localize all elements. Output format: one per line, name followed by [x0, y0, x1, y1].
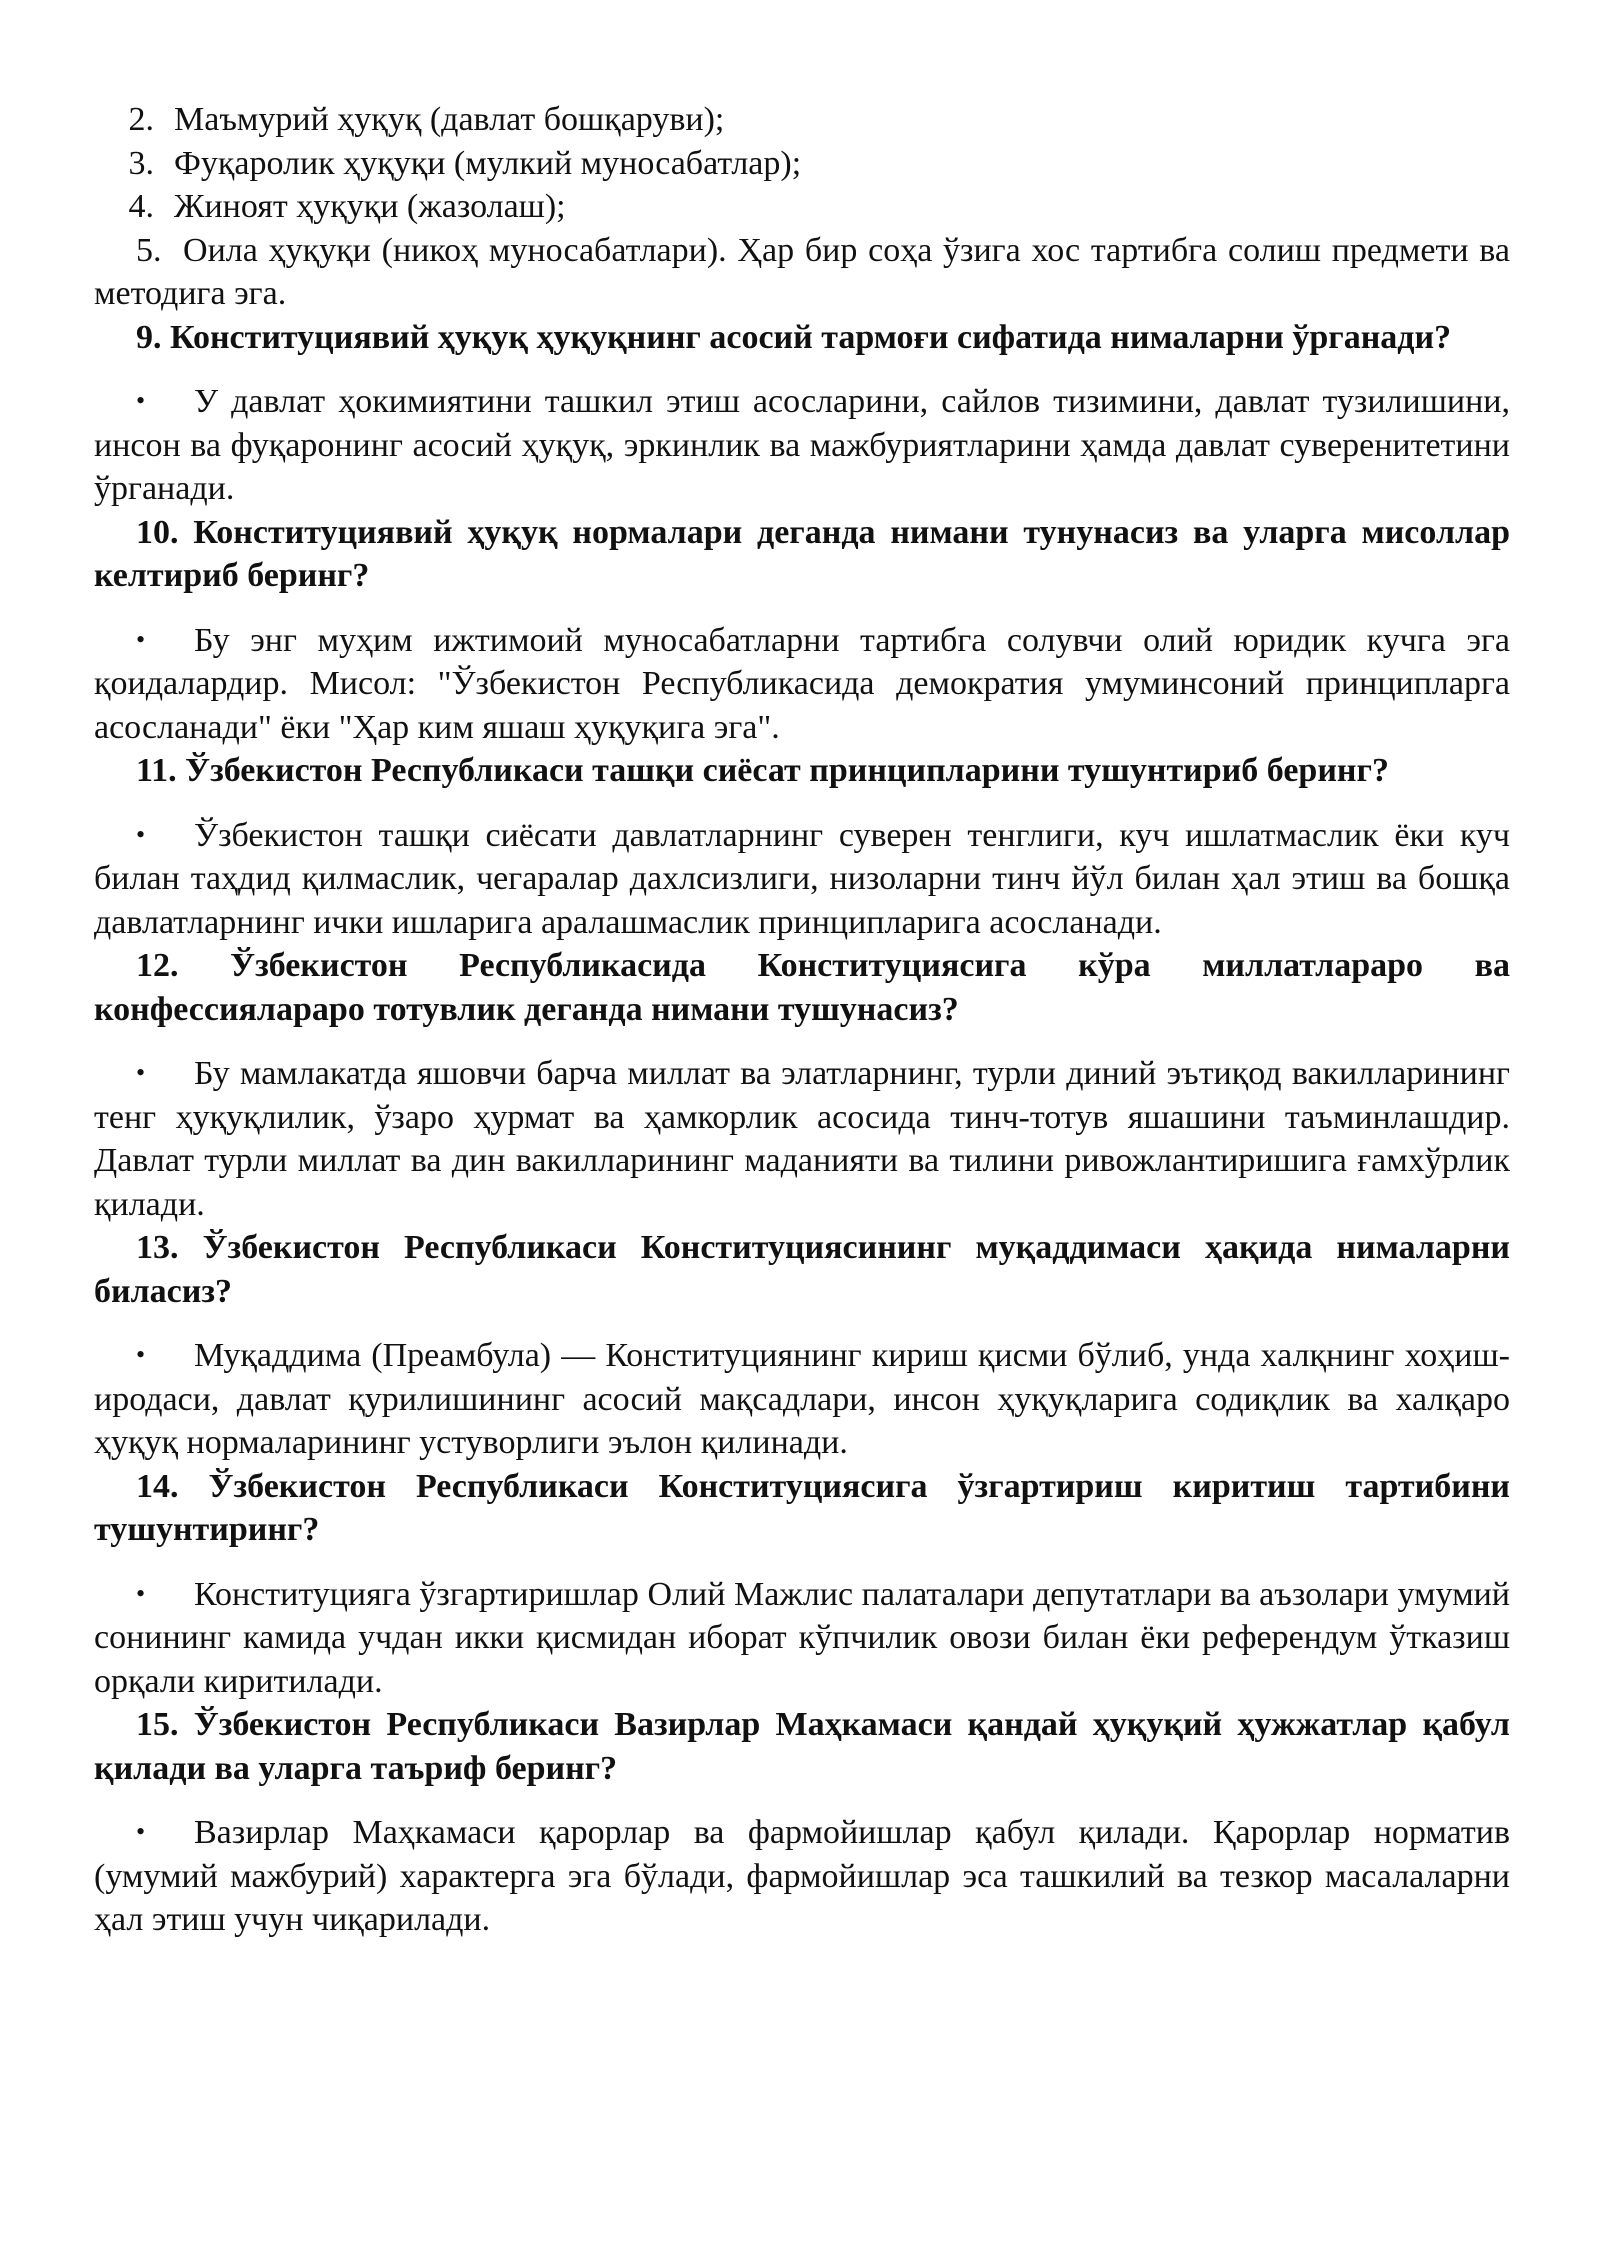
qa-block: [94, 511, 1510, 750]
list-item-number: 5.: [136, 231, 162, 269]
answer-text: Вазирлар Маҳкамаси қарорлар ва фармойишлар қабул қилади. Қарорлар норматив (умумий мажбурий) характерга эга бўлади, фармойишлар эса ташкилий ва тезкор масалаларни ҳал этиш учун чиқарилади.: [94, 1814, 1510, 1938]
question-number: 12.: [136, 947, 179, 984]
answer-text: Бу энг муҳим ижтимоий муносабатларни тартибга солувчи олий юридик кучга эга қоидалардир. Мисол: "Ўзбекистон Республикасида демократия умуминсоний принципларга асосланади" ёки "Ҳар ким яшаш ҳуқуқига эга".: [94, 621, 1510, 746]
question-text: Ўзбекистон Республикаси ташқи сиёсат принципларини тушунтириб беринг?: [185, 752, 1389, 789]
answer-text: Муқаддима (Преамбула) — Конституциянинг кириш қисми бўлиб, унда халқнинг хоҳиш-иродаси, давлат қурилишининг асосий мақсадлари, инсон ҳуқуқларига содиқлик ва халқаро ҳуқуқ нормаларининг устуворлиги эълон қилинади.: [94, 1337, 1510, 1461]
list-item-number: 3.: [128, 144, 154, 182]
answer-paragraph: [94, 813, 1510, 945]
qa-block: [94, 944, 1510, 1226]
answer-text: Бу мамлакатда яшовчи барча миллат ва элатларнинг, турли диний эътиқод вакилларининг тенг ҳуқуқлилик, ўзаро ҳурмат ва ҳамкорлик асосида тинч-тотув яшашини таъминлашдир. Давлат турли миллат ва дин вакилларининг маданияти ва тилини ривожлантиришига ғамхўрлик қилади.: [94, 1055, 1510, 1223]
list-item: [94, 229, 1510, 316]
bullet-icon: [136, 1333, 194, 1378]
answer-paragraph: [94, 618, 1510, 750]
qa-block: [94, 749, 1510, 944]
question-heading: [94, 1703, 1510, 1790]
question-number: 9.: [136, 318, 162, 356]
list-item-number: 4.: [128, 188, 154, 225]
question-heading: [94, 511, 1510, 598]
question-text: Ўзбекистон Республикаси Конституциясига ўзгартириш киритиш тартибини тушунтиринг?: [94, 1467, 1510, 1548]
question-number: 13.: [136, 1229, 179, 1266]
question-text: Конституциявий ҳуқуқ нормалари деганда нимани тунунасиз ва уларга мисоллар келтириб беринг?: [94, 513, 1511, 594]
qa-block: [94, 1703, 1510, 1942]
bullet-icon: [136, 379, 194, 424]
question-heading: [94, 1226, 1510, 1313]
answer-text: Ўзбекистон ташқи сиёсати давлатларнинг суверен тенглиги, куч ишлатмаслик ёки куч билан таҳдид қилмаслик, чегаралар дахлсизлиги, низоларни тинч йўл билан ҳал этиш ва бошқа давлатларнинг ички ишларига аралашмаслик принципларига асосланади.: [94, 816, 1510, 941]
document-content: [94, 98, 1510, 1942]
question-text: Конституциявий ҳуқуқ ҳуқуқнинг асосий тармоғи сифатида нималарни ўрганади?: [170, 318, 1452, 356]
answer-paragraph: [94, 1051, 1510, 1226]
qa-block: [94, 1465, 1510, 1704]
qa-block: [94, 316, 1510, 511]
bullet-icon: [136, 618, 194, 663]
list-item-text: Маъмурий ҳуқуқ (давлат бошқаруви);: [174, 101, 725, 138]
bullet-icon: [136, 1051, 194, 1096]
question-text: Ўзбекистон Республикасида Конституциясига кўра миллатлараро ва конфессиялараро тотувлик деганда нимани тушунасиз?: [94, 947, 1511, 1028]
bullet-icon: [136, 1810, 194, 1855]
bullet-icon: [136, 813, 194, 858]
answer-paragraph: [94, 379, 1510, 511]
question-number: 14.: [136, 1467, 179, 1505]
list-item-text: Фуқаролик ҳуқуқи (мулкий муносабатлар);: [174, 144, 802, 182]
question-heading: [94, 944, 1510, 1031]
question-number: 15.: [136, 1706, 179, 1743]
question-heading: [94, 316, 1510, 360]
list-item-text: Жиноят ҳуқуқи (жазолаш);: [174, 188, 566, 225]
question-heading: [94, 749, 1510, 793]
list-item-text: Оила ҳуқуқи (никоҳ муносабатлари). Ҳар бир соҳа ўзига хос тартибга солиш предмети ва методига эга.: [94, 231, 1511, 312]
answer-paragraph: [94, 1572, 1510, 1704]
question-text: Ўзбекистон Республикаси Конституциясининг муқаддимаси ҳақида нималарни биласиз?: [94, 1229, 1510, 1310]
answer-text: Конституцияга ўзгартиришлар Олий Мажлис палаталари депутатлари ва аъзолари умумий сонининг камида учдан икки қисмидан иборат кўпчилик овози билан ёки референдум ўтказиш орқали киритилади.: [94, 1575, 1510, 1700]
list-item-number: 2.: [128, 101, 154, 138]
question-number: 10.: [136, 513, 179, 551]
list-item: [94, 98, 1510, 142]
question-number: 11.: [136, 752, 177, 789]
question-heading: [94, 1465, 1510, 1552]
bullet-icon: [136, 1572, 194, 1617]
question-text: Ўзбекистон Республикаси Вазирлар Маҳкамаси қандай ҳуқуқий ҳужжатлар қабул қилади ва уларга таъриф беринг?: [94, 1706, 1510, 1787]
qa-block: [94, 1226, 1510, 1465]
list-item: [94, 185, 1510, 229]
answer-paragraph: [94, 1333, 1510, 1465]
list-item: [94, 142, 1510, 186]
answer-text: У давлат ҳокимиятини ташкил этиш асосларини, сайлов тизимини, давлат тузилишини, инсон ва фуқаронинг асосий ҳуқуқ, эркинлик ва мажбуриятларини ҳамда давлат суверенитетини ўрганади.: [94, 383, 1510, 507]
answer-paragraph: [94, 1810, 1510, 1942]
